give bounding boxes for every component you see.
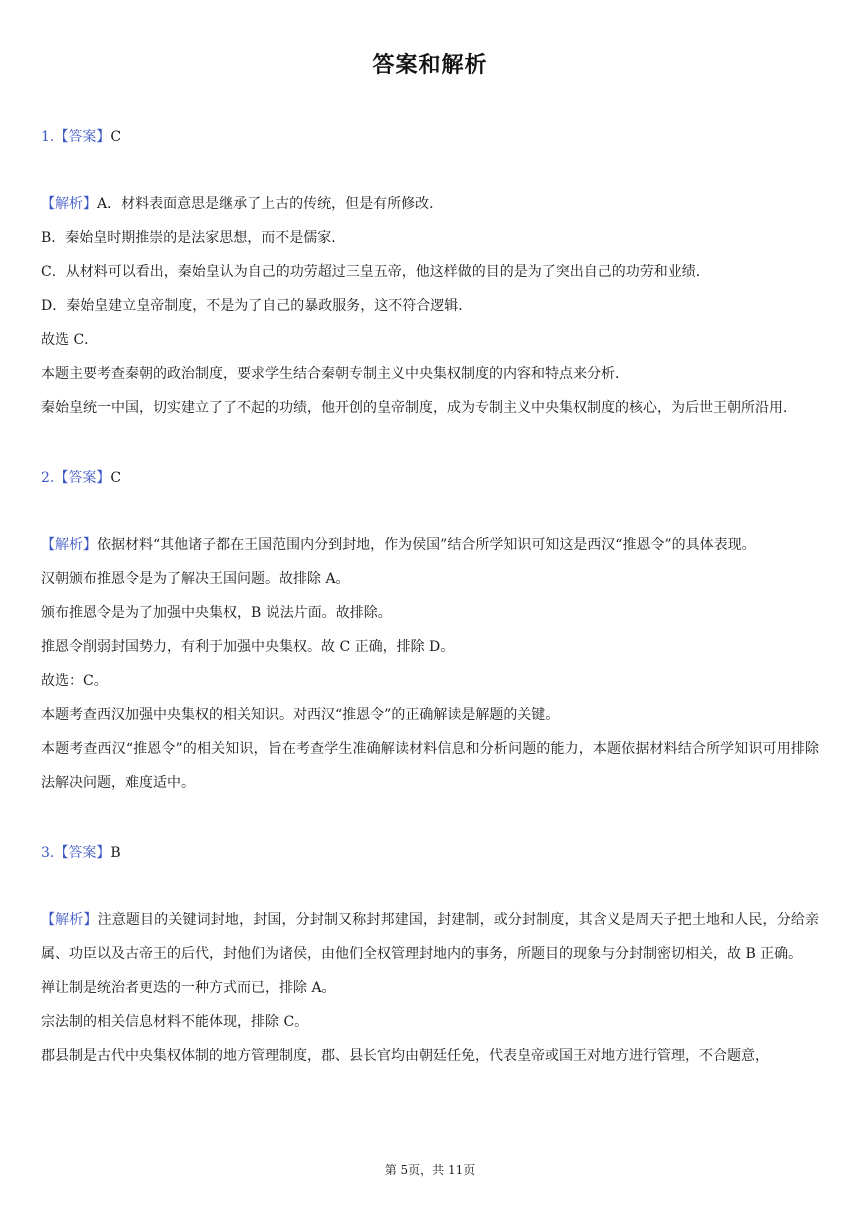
question-number: 1. xyxy=(41,129,55,145)
analysis-paragraph: D．秦始皇建立皇帝制度，不是为了自己的暴政服务，这不符合逻辑． xyxy=(41,298,473,314)
answer-line-3 xyxy=(41,836,819,870)
analysis-paragraph: 汉朝颁布推恩令是为了解决王国问题。故排除 A。 xyxy=(41,571,350,587)
analysis-paragraph: 推恩令削弱封国势力，有利于加强中央集权。故 C 正确，排除 D。 xyxy=(41,639,455,655)
analysis-paragraph: 【解析】依据材料“其他诸子都在王国范围内分到封地，作为侯国”结合所学知识可知这是西汉“推恩令”的具体表现。 xyxy=(41,537,756,553)
analysis-paragraph: 故选：C。 xyxy=(41,673,108,689)
analysis-paragraph: 本题考查西汉“推恩令”的相关知识，旨在考查学生准确解读材料信息和分析问题的能力，本题依据材料结合所学知识可用排除法解决问题，难度适中。 xyxy=(41,741,819,791)
analysis-paragraph: B．秦始皇时期推崇的是法家思想，而不是儒家． xyxy=(41,230,346,246)
question-number: 2. xyxy=(41,470,55,486)
analysis-paragraph: 故选 C． xyxy=(41,332,99,348)
analysis-paragraph: 秦始皇统一中国，切实建立了了不起的功绩，他开创的皇帝制度，成为专制主义中央集权制度的核心，为后世王朝所沿用． xyxy=(41,400,797,416)
analysis-paragraph: 宗法制的相关信息材料不能体现，排除 C。 xyxy=(41,1014,309,1030)
answer-value: C xyxy=(110,470,122,486)
analysis-paragraph: 颁布推恩令是为了加强中央集权，B 说法片面。故排除。 xyxy=(41,605,392,621)
answer-tag: 【答案】 xyxy=(54,470,111,486)
analysis-paragraph: 【解析】注意题目的关键词封地，封国，分封制又称封邦建国，封建制，或分封制度，其含义是周天子把土地和人民，分给亲属、功臣以及古帝王的后代，封他们为诸侯，由他们全权管理封地内的事务，所题目的现象与分封制密切相关，故 B 正确。 xyxy=(41,912,819,962)
analysis-paragraph: 郡县制是古代中央集权体制的地方管理制度，郡、县长官均由朝廷任免，代表皇帝或国王对地方进行管理，不合题意， xyxy=(41,1048,769,1064)
question-number: 3. xyxy=(41,845,55,861)
answer-value: C xyxy=(110,129,122,145)
answer-line-1 xyxy=(41,120,819,154)
page-title: 答案和解析 xyxy=(372,53,488,78)
answer-tag: 【答案】 xyxy=(54,845,111,861)
answer-content xyxy=(41,120,819,1073)
analysis-paragraph: 本题主要考查秦朝的政治制度，要求学生结合秦朝专制主义中央集权制度的内容和特点来分析． xyxy=(41,366,629,382)
analysis-tag: 【解析】 xyxy=(41,537,97,553)
analysis-tag: 【解析】 xyxy=(41,196,97,212)
answer-tag: 【答案】 xyxy=(54,129,111,145)
answer-line-2 xyxy=(41,461,819,495)
analysis-paragraph: C．从材料可以看出，秦始皇认为自己的功劳超过三皇五帝，他这样做的目的是为了突出自己的功劳和业绩． xyxy=(41,264,710,280)
analysis-paragraph: 禅让制是统治者更迭的一种方式而已，排除 A。 xyxy=(41,980,336,996)
page-footer: 第 5页，共 11页 xyxy=(384,1163,476,1177)
analysis-paragraph: 【解析】A．材料表面意思是继承了上古的传统，但是有所修改． xyxy=(41,196,444,212)
analysis-paragraph: 本题考查西汉加强中央集权的相关知识。对西汉“推恩令”的正确解读是解题的关键。 xyxy=(41,707,560,723)
analysis-tag: 【解析】 xyxy=(41,912,98,928)
answer-value: B xyxy=(110,845,121,861)
